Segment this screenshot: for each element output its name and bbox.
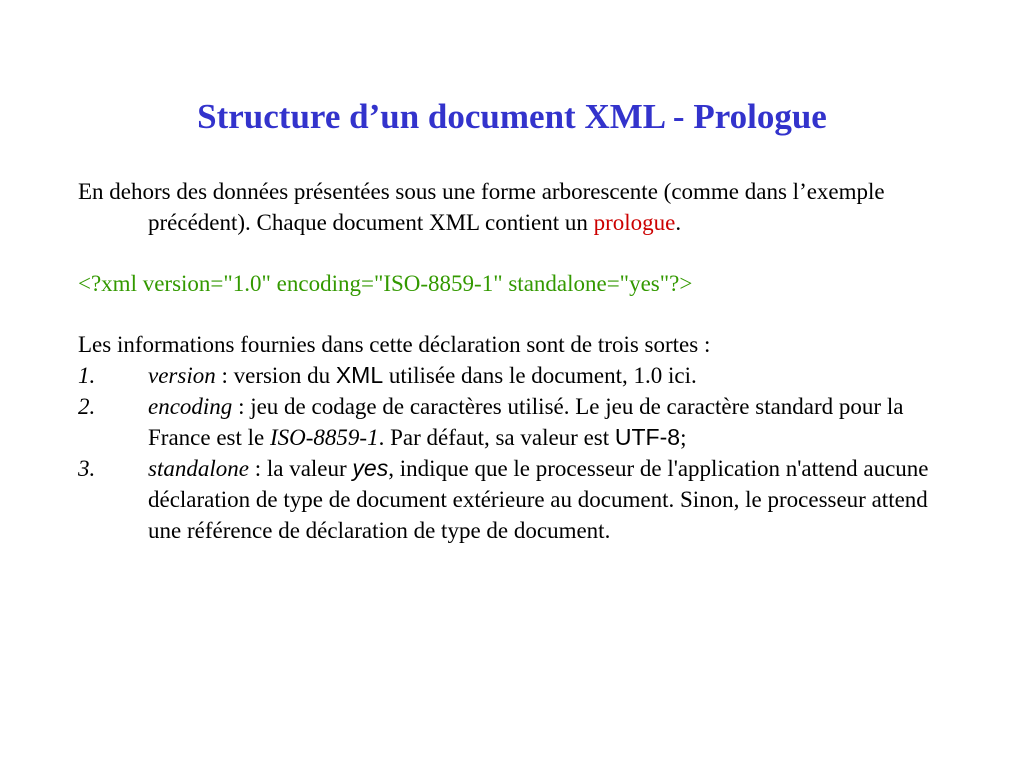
intro-text: En dehors des données présentées sous une forme arborescente (comme dans l’exemple précédent). Chaque document XML contient un (78, 179, 885, 235)
list-number: 1. (78, 363, 96, 388)
intro-paragraph (78, 176, 948, 238)
prologue-highlight: prologue (593, 210, 676, 235)
item-text: , indique que le processeur de l'application n'attend aucune déclaration de type de document extérieure au document. Sinon, le processeur attend une référence de déclaration de type de document. (148, 456, 929, 543)
item-text: : la valeur (248, 456, 353, 481)
intro-end: . (675, 210, 682, 235)
item-text: utilisée dans le document, 1.0 ici. (383, 363, 697, 388)
list-item-encoding (78, 391, 948, 453)
term-encoding: encoding (148, 394, 233, 419)
list-number: 2. (78, 394, 96, 419)
list-item-standalone (78, 453, 948, 546)
item-text: . Par défaut, sa valeur est (378, 425, 615, 450)
term-standalone: standalone (148, 456, 249, 481)
slide-body (78, 176, 948, 546)
list-number: 3. (78, 456, 96, 481)
slide-title: Structure d’un document XML - Prologue (197, 97, 827, 136)
term-version: version (148, 363, 216, 388)
item-text: ; (680, 425, 687, 450)
utf-value: UTF-8 (614, 424, 681, 450)
yes-value: yes (352, 455, 389, 481)
list-item-version (78, 360, 948, 391)
item-text: : version du (215, 363, 336, 388)
xml-word: XML (335, 362, 384, 388)
info-paragraph: Les informations fournies dans cette déclaration sont de trois sortes : (78, 332, 711, 357)
iso-value: ISO-8859-1 (269, 425, 379, 450)
xml-declaration: <?xml version="1.0" encoding="ISO-8859-1" standalone="yes"?> (78, 271, 693, 296)
item-text: : jeu de codage de caractères utilisé. Le jeu de caractère standard pour la France est le (148, 394, 904, 450)
